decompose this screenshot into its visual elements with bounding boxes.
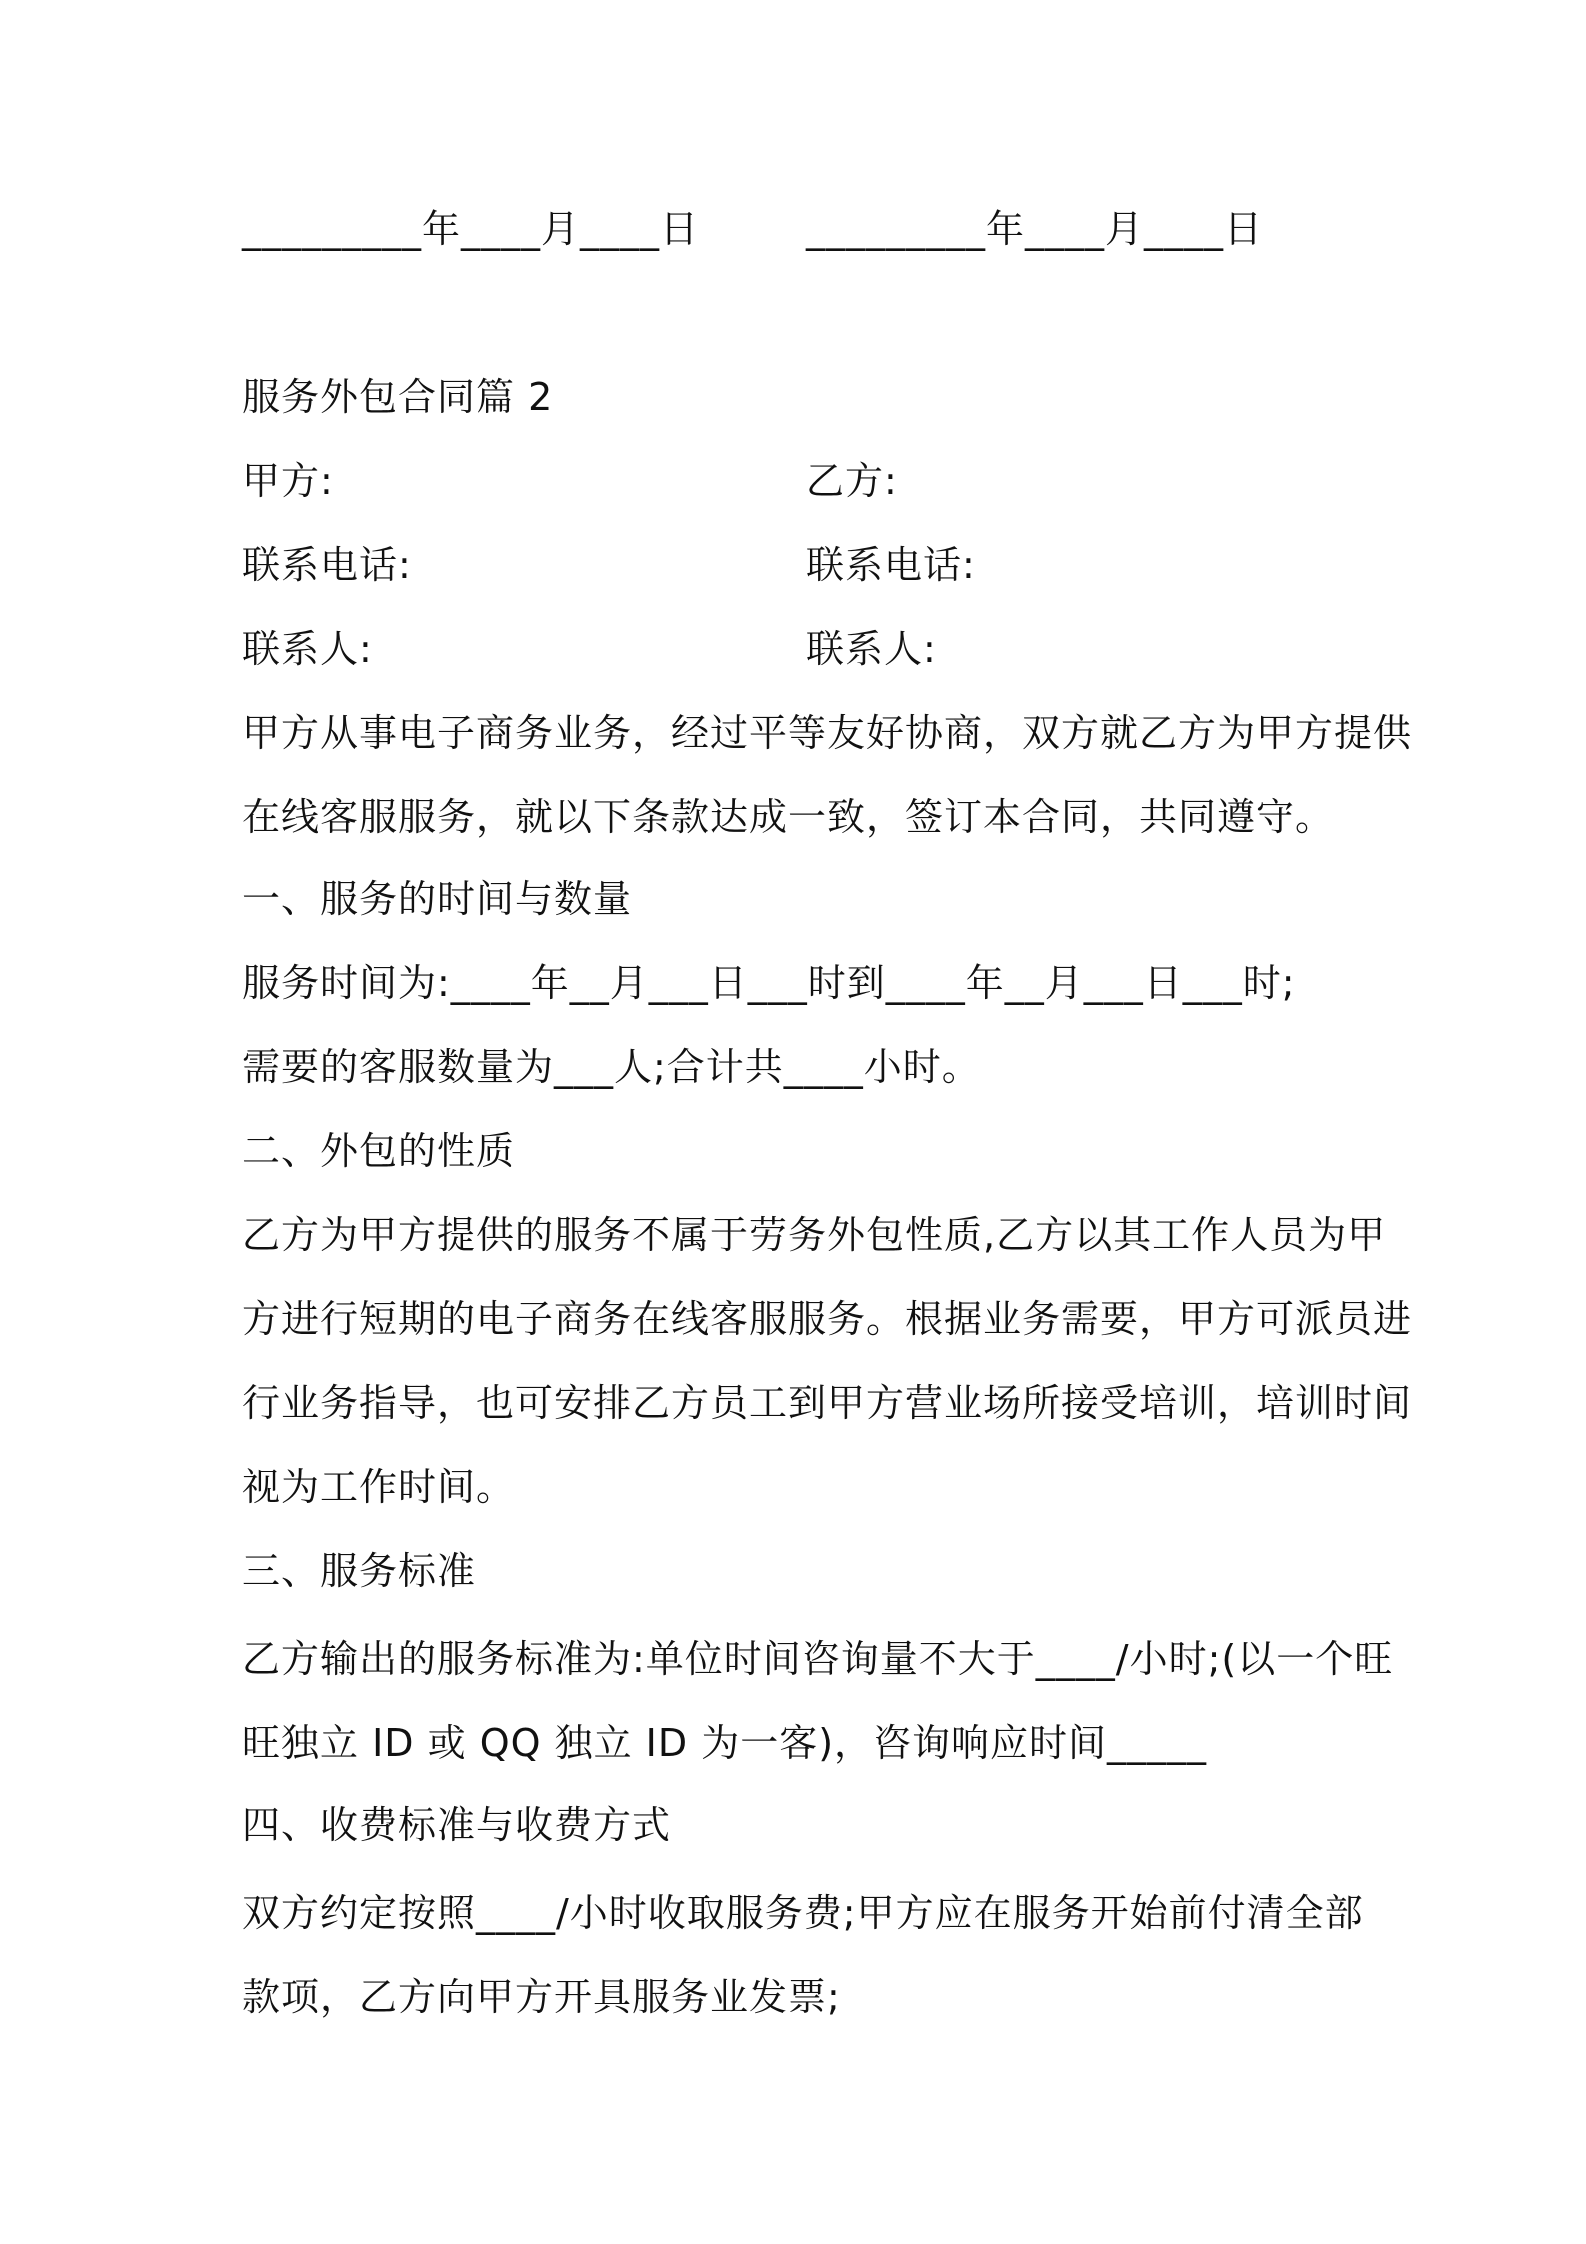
party-b-label: 乙方: [806,459,898,503]
clause-one-heading: 一、服务的时间与数量 [242,877,633,921]
intro-line: 在线客服服务，就以下条款达成一致，签订本合同，共同遵守。 [242,795,1335,839]
clause-two-line: 行业务指导，也可安排乙方员工到甲方营业场所接受培训，培训时间 [242,1381,1413,1425]
intro-line: 甲方从事电子商务业务，经过平等友好协商，双方就乙方为甲方提供 [242,711,1413,755]
clause-two-line: 乙方为甲方提供的服务不属于劳务外包性质,乙方以其工作人员为甲 [242,1213,1387,1257]
clause-four-heading: 四、收费标准与收费方式 [242,1803,672,1847]
contact-a-label: 联系人: [242,627,373,671]
date-left: _________年____月____日 [242,207,700,251]
date-right: _________年____月____日 [806,207,1264,251]
contact-row [242,626,937,672]
clause-one-line: 需要的客服数量为___人;合计共____小时。 [242,1045,981,1089]
phone-b-label: 联系电话: [806,543,976,587]
date-line [242,206,1264,252]
clause-two-line: 方进行短期的电子商务在线客服服务。根据业务需要，甲方可派员进 [242,1297,1413,1341]
clause-two-heading: 二、外包的性质 [242,1129,516,1173]
party-a-label: 甲方: [242,459,334,503]
phone-a-label: 联系电话: [242,543,412,587]
contact-b-label: 联系人: [806,627,937,671]
clause-three-line: 旺独立 ID 或 QQ 独立 ID 为一客)，咨询响应时间_____ [242,1721,1208,1765]
clause-four-line: 款项，乙方向甲方开具服务业发票; [242,1975,841,2019]
clause-four-line: 双方约定按照____/小时收取服务费;甲方应在服务开始前付清全部 [242,1891,1364,1935]
clause-one-line: 服务时间为:____年__月___日___时到____年__月___日___时; [242,961,1296,1005]
section-title: 服务外包合同篇 2 [242,375,554,419]
party-row [242,458,898,504]
clause-three-line: 乙方输出的服务标准为:单位时间咨询量不大于____/小时;(以一个旺 [242,1637,1394,1681]
clause-two-line: 视为工作时间。 [242,1465,516,1509]
clause-three-heading: 三、服务标准 [242,1549,477,1593]
phone-row [242,542,976,588]
